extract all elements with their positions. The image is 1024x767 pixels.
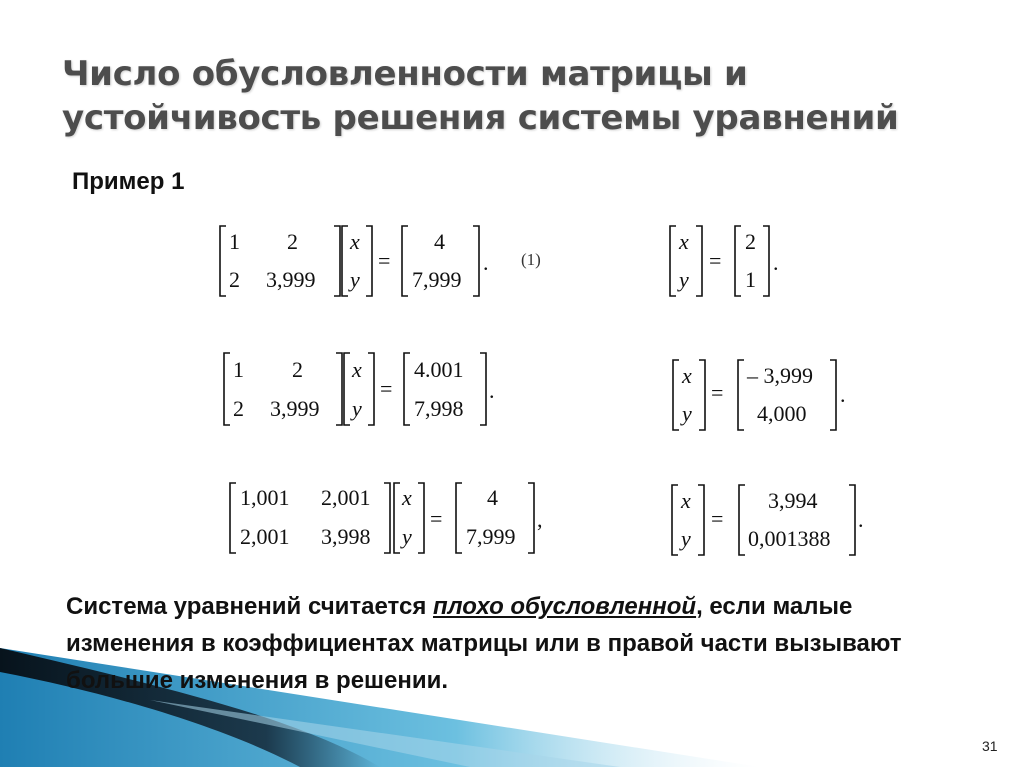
equals-sign: = [709, 248, 722, 273]
variable-y: y [679, 267, 689, 292]
comma: , [537, 507, 543, 532]
slide-title-line-1: Число обусловленности матрицы и [62, 54, 748, 94]
rhs-cell: 7,998 [414, 396, 464, 421]
matrix-cell: 2 [292, 357, 303, 382]
solution-cell: 2 [745, 229, 756, 254]
variable-y: y [350, 267, 360, 292]
matrix-cell: 1,001 [240, 485, 290, 510]
equals-sign: = [378, 248, 391, 273]
equals-sign: = [380, 376, 393, 401]
conclusion-pre: Система уравнений считается [66, 593, 433, 620]
matrix-cell: 2,001 [240, 524, 290, 549]
page-number: 31 [982, 738, 998, 754]
matrix-cell: 2,001 [321, 485, 371, 510]
variable-x: x [682, 363, 692, 388]
variable-x: x [679, 229, 689, 254]
solution-cell: – 3,999 [747, 363, 813, 388]
equals-sign: = [711, 506, 724, 531]
rhs-cell: 4.001 [414, 357, 464, 382]
matrix-cell: 2 [233, 396, 244, 421]
variable-x: x [350, 229, 360, 254]
solution-cell: 1 [745, 267, 756, 292]
rhs-cell: 7,999 [466, 524, 516, 549]
rhs-cell: 4 [487, 485, 498, 510]
period: . [840, 382, 846, 407]
period: . [773, 250, 779, 275]
variable-y: y [402, 524, 412, 549]
conclusion-text [66, 588, 966, 699]
variable-y: y [352, 396, 362, 421]
equals-sign: = [711, 380, 724, 405]
period: . [489, 378, 495, 403]
variable-x: x [402, 485, 412, 510]
period: . [483, 250, 489, 275]
rhs-cell: 4 [434, 229, 445, 254]
matrix-cell: 1 [233, 357, 244, 382]
solution-cell: 4,000 [757, 401, 807, 426]
matrix-cell: 1 [229, 229, 240, 254]
matrix-cell: 3,999 [270, 396, 320, 421]
period: . [858, 507, 864, 532]
matrix-cell: 3,999 [266, 267, 316, 292]
variable-x: x [352, 357, 362, 382]
matrix-cell: 3,998 [321, 524, 371, 549]
matrix-cell: 2 [287, 229, 298, 254]
conclusion-emphasis: плохо обусловленной [432, 593, 697, 620]
matrix-cell: 2 [229, 267, 240, 292]
equals-sign: = [430, 506, 443, 531]
rhs-cell: 7,999 [412, 267, 462, 292]
solution-cell: 3,994 [768, 488, 818, 513]
conclusion-post: , если малые изменения в коэффициентах матрицы или в правой части вызывают большие изменения в решении. [66, 593, 902, 694]
equation-number: (1) [521, 250, 541, 269]
slide-title-line-2: устойчивость решения системы уравнений [62, 98, 899, 138]
example-label: Пример 1 [72, 168, 185, 195]
variable-y: y [681, 526, 691, 551]
variable-x: x [681, 488, 691, 513]
solution-cell: 0,001388 [748, 526, 831, 551]
variable-y: y [682, 401, 692, 426]
